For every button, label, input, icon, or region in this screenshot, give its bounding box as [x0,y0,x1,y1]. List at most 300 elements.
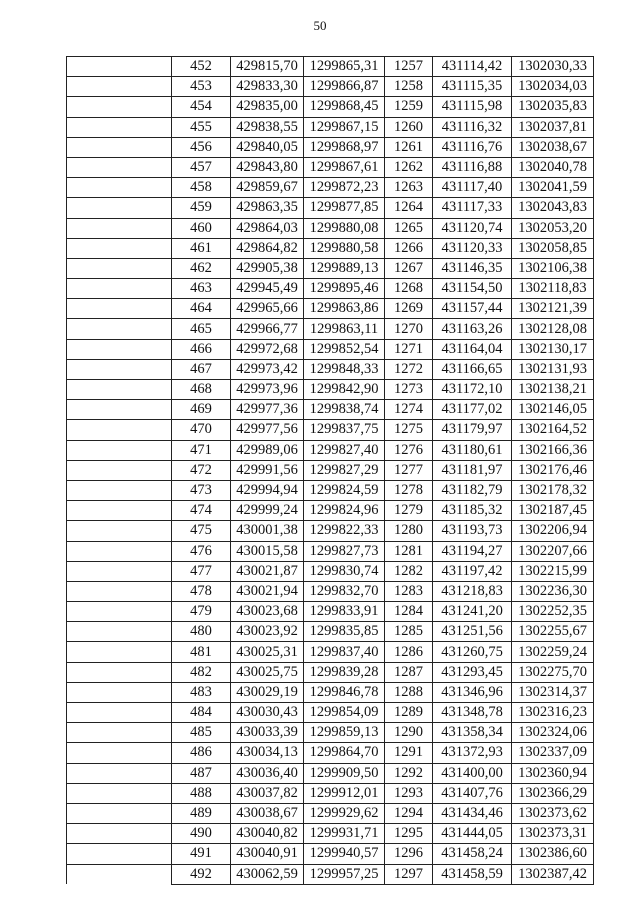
point-number-cell: 463 [172,279,231,299]
x-coordinate-cell: 429972,68 [231,339,304,359]
blank-cell [67,703,172,723]
point-number-cell: 456 [172,137,231,157]
blank-cell [67,803,172,823]
y-coordinate-cell: 1299868,45 [304,97,385,117]
x-coordinate-cell: 430021,94 [231,581,304,601]
x-coordinate-cell: 429999,24 [231,501,304,521]
y-coordinate-cell: 1299822,33 [304,521,385,541]
x-coordinate-cell: 429973,42 [231,359,304,379]
point-number-cell: 1264 [385,198,433,218]
table-row [67,380,594,400]
x-coordinate-cell: 430029,19 [231,682,304,702]
blank-cell [67,238,172,258]
point-number-cell: 1287 [385,662,433,682]
y-coordinate-cell: 1302360,94 [512,763,594,783]
y-coordinate-cell: 1299880,08 [304,218,385,238]
table-row [67,682,594,702]
x-coordinate-cell: 429945,49 [231,279,304,299]
blank-cell [67,460,172,480]
y-coordinate-cell: 1302043,83 [512,198,594,218]
blank-cell [67,57,172,77]
point-number-cell: 1271 [385,339,433,359]
blank-cell [67,440,172,460]
y-coordinate-cell: 1299863,86 [304,299,385,319]
x-coordinate-cell: 431166,65 [433,359,512,379]
x-coordinate-cell: 431407,76 [433,783,512,803]
point-number-cell: 454 [172,97,231,117]
y-coordinate-cell: 1299864,70 [304,743,385,763]
y-coordinate-cell: 1302166,36 [512,440,594,460]
y-coordinate-cell: 1299866,87 [304,77,385,97]
table-row [67,864,594,884]
x-coordinate-cell: 431120,74 [433,218,512,238]
y-coordinate-cell: 1302106,38 [512,258,594,278]
x-coordinate-cell: 431346,96 [433,682,512,702]
x-coordinate-cell: 429973,96 [231,380,304,400]
page-number: 50 [313,18,327,33]
y-coordinate-cell: 1302041,59 [512,178,594,198]
point-number-cell: 1290 [385,723,433,743]
y-coordinate-cell: 1302207,66 [512,541,594,561]
point-number-cell: 479 [172,602,231,622]
x-coordinate-cell: 431116,88 [433,157,512,177]
point-number-cell: 455 [172,117,231,137]
blank-cell [67,400,172,420]
x-coordinate-cell: 431194,27 [433,541,512,561]
point-number-cell: 1276 [385,440,433,460]
x-coordinate-cell: 431197,42 [433,561,512,581]
y-coordinate-cell: 1299909,50 [304,763,385,783]
point-number-cell: 1296 [385,844,433,864]
y-coordinate-cell: 1302366,29 [512,783,594,803]
point-number-cell: 1261 [385,137,433,157]
y-coordinate-cell: 1302187,45 [512,501,594,521]
y-coordinate-cell: 1302030,33 [512,57,594,77]
x-coordinate-cell: 431434,46 [433,803,512,823]
point-number-cell: 472 [172,460,231,480]
coordinates-table [66,56,594,885]
y-coordinate-cell: 1302259,24 [512,642,594,662]
x-coordinate-cell: 430038,67 [231,803,304,823]
y-coordinate-cell: 1302058,85 [512,238,594,258]
x-coordinate-cell: 429977,56 [231,420,304,440]
x-coordinate-cell: 431444,05 [433,824,512,844]
x-coordinate-cell: 431117,33 [433,198,512,218]
point-number-cell: 1273 [385,380,433,400]
y-coordinate-cell: 1299827,29 [304,460,385,480]
x-coordinate-cell: 431218,83 [433,581,512,601]
table-row [67,178,594,198]
point-number-cell: 489 [172,803,231,823]
y-coordinate-cell: 1299929,62 [304,803,385,823]
blank-cell [67,622,172,642]
blank-cell [67,501,172,521]
blank-cell [67,77,172,97]
point-number-cell: 1297 [385,864,433,884]
point-number-cell: 484 [172,703,231,723]
blank-cell [67,137,172,157]
point-number-cell: 1277 [385,460,433,480]
y-coordinate-cell: 1302037,81 [512,117,594,137]
y-coordinate-cell: 1299824,59 [304,480,385,500]
x-coordinate-cell: 431146,35 [433,258,512,278]
blank-cell [67,682,172,702]
y-coordinate-cell: 1299940,57 [304,844,385,864]
blank-cell [67,723,172,743]
table-row [67,662,594,682]
x-coordinate-cell: 429994,94 [231,480,304,500]
point-number-cell: 1281 [385,541,433,561]
x-coordinate-cell: 429864,82 [231,238,304,258]
x-coordinate-cell: 431193,73 [433,521,512,541]
table-row [67,561,594,581]
blank-cell [67,279,172,299]
table-row [67,541,594,561]
point-number-cell: 453 [172,77,231,97]
point-number-cell: 458 [172,178,231,198]
point-number-cell: 1275 [385,420,433,440]
point-number-cell: 1269 [385,299,433,319]
point-number-cell: 1278 [385,480,433,500]
point-number-cell: 460 [172,218,231,238]
point-number-cell: 1260 [385,117,433,137]
x-coordinate-cell: 431358,34 [433,723,512,743]
point-number-cell: 465 [172,319,231,339]
blank-cell [67,743,172,763]
point-number-cell: 483 [172,682,231,702]
blank-cell [67,157,172,177]
point-number-cell: 1257 [385,57,433,77]
point-number-cell: 488 [172,783,231,803]
y-coordinate-cell: 1302118,83 [512,279,594,299]
x-coordinate-cell: 431115,98 [433,97,512,117]
y-coordinate-cell: 1302131,93 [512,359,594,379]
x-coordinate-cell: 429991,56 [231,460,304,480]
blank-cell [67,662,172,682]
blank-cell [67,602,172,622]
y-coordinate-cell: 1302252,35 [512,602,594,622]
y-coordinate-cell: 1299895,46 [304,279,385,299]
table-row [67,339,594,359]
y-coordinate-cell: 1299867,15 [304,117,385,137]
table-row [67,521,594,541]
table-row [67,97,594,117]
y-coordinate-cell: 1302176,46 [512,460,594,480]
x-coordinate-cell: 431458,24 [433,844,512,864]
y-coordinate-cell: 1302373,62 [512,803,594,823]
table-row [67,258,594,278]
x-coordinate-cell: 430040,91 [231,844,304,864]
x-coordinate-cell: 431348,78 [433,703,512,723]
table-row [67,803,594,823]
point-number-cell: 1291 [385,743,433,763]
x-coordinate-cell: 431182,79 [433,480,512,500]
point-number-cell: 490 [172,824,231,844]
y-coordinate-cell: 1302206,94 [512,521,594,541]
blank-cell [67,581,172,601]
x-coordinate-cell: 430037,82 [231,783,304,803]
point-number-cell: 1284 [385,602,433,622]
blank-cell [67,319,172,339]
point-number-cell: 1270 [385,319,433,339]
y-coordinate-cell: 1299931,71 [304,824,385,844]
point-number-cell: 1289 [385,703,433,723]
x-coordinate-cell: 429966,77 [231,319,304,339]
x-coordinate-cell: 430001,38 [231,521,304,541]
point-number-cell: 485 [172,723,231,743]
y-coordinate-cell: 1302373,31 [512,824,594,844]
blank-cell [67,541,172,561]
point-number-cell: 1286 [385,642,433,662]
point-number-cell: 480 [172,622,231,642]
x-coordinate-cell: 429840,05 [231,137,304,157]
x-coordinate-cell: 431163,26 [433,319,512,339]
x-coordinate-cell: 431458,59 [433,864,512,884]
table-row [67,460,594,480]
y-coordinate-cell: 1299837,75 [304,420,385,440]
table-row [67,783,594,803]
point-number-cell: 471 [172,440,231,460]
x-coordinate-cell: 431117,40 [433,178,512,198]
x-coordinate-cell: 431116,76 [433,137,512,157]
y-coordinate-cell: 1302387,42 [512,864,594,884]
x-coordinate-cell: 431157,44 [433,299,512,319]
point-number-cell: 459 [172,198,231,218]
point-number-cell: 1282 [385,561,433,581]
blank-cell [67,97,172,117]
point-number-cell: 476 [172,541,231,561]
point-number-cell: 1283 [385,581,433,601]
y-coordinate-cell: 1302034,03 [512,77,594,97]
y-coordinate-cell: 1302130,17 [512,339,594,359]
point-number-cell: 473 [172,480,231,500]
y-coordinate-cell: 1302324,06 [512,723,594,743]
y-coordinate-cell: 1302038,67 [512,137,594,157]
y-coordinate-cell: 1302138,21 [512,380,594,400]
y-coordinate-cell: 1302215,99 [512,561,594,581]
x-coordinate-cell: 429864,03 [231,218,304,238]
y-coordinate-cell: 1299848,33 [304,359,385,379]
point-number-cell: 1263 [385,178,433,198]
y-coordinate-cell: 1299852,54 [304,339,385,359]
table-row [67,157,594,177]
y-coordinate-cell: 1299833,91 [304,602,385,622]
blank-cell [67,380,172,400]
point-number-cell: 1267 [385,258,433,278]
point-number-cell: 478 [172,581,231,601]
y-coordinate-cell: 1302128,08 [512,319,594,339]
table-row [67,319,594,339]
y-coordinate-cell: 1299839,28 [304,662,385,682]
y-coordinate-cell: 1302053,20 [512,218,594,238]
blank-cell [67,642,172,662]
table-row [67,299,594,319]
point-number-cell: 482 [172,662,231,682]
table-row [67,501,594,521]
point-number-cell: 1274 [385,400,433,420]
x-coordinate-cell: 429977,36 [231,400,304,420]
table-row [67,703,594,723]
x-coordinate-cell: 430025,31 [231,642,304,662]
y-coordinate-cell: 1299838,74 [304,400,385,420]
x-coordinate-cell: 431400,00 [433,763,512,783]
blank-cell [67,763,172,783]
table-row [67,824,594,844]
x-coordinate-cell: 430033,39 [231,723,304,743]
y-coordinate-cell: 1299842,90 [304,380,385,400]
point-number-cell: 486 [172,743,231,763]
point-number-cell: 1268 [385,279,433,299]
y-coordinate-cell: 1302178,32 [512,480,594,500]
blank-cell [67,299,172,319]
y-coordinate-cell: 1302255,67 [512,622,594,642]
point-number-cell: 461 [172,238,231,258]
y-coordinate-cell: 1302314,37 [512,682,594,702]
y-coordinate-cell: 1299859,13 [304,723,385,743]
table-row [67,602,594,622]
point-number-cell: 467 [172,359,231,379]
point-number-cell: 1266 [385,238,433,258]
point-number-cell: 1295 [385,824,433,844]
y-coordinate-cell: 1299827,40 [304,440,385,460]
x-coordinate-cell: 429989,06 [231,440,304,460]
point-number-cell: 492 [172,864,231,884]
table-row [67,622,594,642]
point-number-cell: 1265 [385,218,433,238]
blank-cell [67,117,172,137]
point-number-cell: 1272 [385,359,433,379]
x-coordinate-cell: 431185,32 [433,501,512,521]
point-number-cell: 1292 [385,763,433,783]
blank-cell [67,521,172,541]
y-coordinate-cell: 1299877,85 [304,198,385,218]
y-coordinate-cell: 1299889,13 [304,258,385,278]
x-coordinate-cell: 431251,56 [433,622,512,642]
y-coordinate-cell: 1299827,73 [304,541,385,561]
point-number-cell: 1293 [385,783,433,803]
table-row [67,581,594,601]
blank-cell [67,864,172,884]
table-row [67,117,594,137]
point-number-cell: 1279 [385,501,433,521]
x-coordinate-cell: 431114,42 [433,57,512,77]
table-row [67,359,594,379]
x-coordinate-cell: 430021,87 [231,561,304,581]
table-row [67,400,594,420]
x-coordinate-cell: 431120,33 [433,238,512,258]
table-row [67,198,594,218]
blank-cell [67,783,172,803]
x-coordinate-cell: 429815,70 [231,57,304,77]
table-row [67,77,594,97]
x-coordinate-cell: 429835,00 [231,97,304,117]
point-number-cell: 481 [172,642,231,662]
x-coordinate-cell: 429905,38 [231,258,304,278]
x-coordinate-cell: 430025,75 [231,662,304,682]
table-row [67,238,594,258]
blank-cell [67,218,172,238]
y-coordinate-cell: 1299872,23 [304,178,385,198]
y-coordinate-cell: 1302164,52 [512,420,594,440]
table-row [67,642,594,662]
table-row [67,420,594,440]
table-row [67,480,594,500]
x-coordinate-cell: 430040,82 [231,824,304,844]
point-number-cell: 1288 [385,682,433,702]
point-number-cell: 1259 [385,97,433,117]
y-coordinate-cell: 1299830,74 [304,561,385,581]
x-coordinate-cell: 431293,45 [433,662,512,682]
point-number-cell: 469 [172,400,231,420]
table-row [67,57,594,77]
x-coordinate-cell: 430062,59 [231,864,304,884]
x-coordinate-cell: 431241,20 [433,602,512,622]
y-coordinate-cell: 1302275,70 [512,662,594,682]
blank-cell [67,339,172,359]
table-row [67,440,594,460]
y-coordinate-cell: 1299863,11 [304,319,385,339]
table-row [67,137,594,157]
y-coordinate-cell: 1299867,61 [304,157,385,177]
y-coordinate-cell: 1302121,39 [512,299,594,319]
table-row [67,763,594,783]
y-coordinate-cell: 1302337,09 [512,743,594,763]
x-coordinate-cell: 430030,43 [231,703,304,723]
table-row [67,218,594,238]
y-coordinate-cell: 1299846,78 [304,682,385,702]
point-number-cell: 474 [172,501,231,521]
blank-cell [67,420,172,440]
point-number-cell: 477 [172,561,231,581]
x-coordinate-cell: 430036,40 [231,763,304,783]
point-number-cell: 1285 [385,622,433,642]
x-coordinate-cell: 430023,92 [231,622,304,642]
blank-cell [67,561,172,581]
x-coordinate-cell: 430034,13 [231,743,304,763]
y-coordinate-cell: 1299837,40 [304,642,385,662]
table-row [67,844,594,864]
y-coordinate-cell: 1299880,58 [304,238,385,258]
x-coordinate-cell: 431116,32 [433,117,512,137]
x-coordinate-cell: 431181,97 [433,460,512,480]
x-coordinate-cell: 429843,80 [231,157,304,177]
point-number-cell: 491 [172,844,231,864]
x-coordinate-cell: 431260,75 [433,642,512,662]
x-coordinate-cell: 431180,61 [433,440,512,460]
point-number-cell: 464 [172,299,231,319]
x-coordinate-cell: 430015,58 [231,541,304,561]
table-row [67,279,594,299]
table-row [67,723,594,743]
y-coordinate-cell: 1302040,78 [512,157,594,177]
y-coordinate-cell: 1302035,83 [512,97,594,117]
point-number-cell: 1258 [385,77,433,97]
blank-cell [67,178,172,198]
point-number-cell: 470 [172,420,231,440]
x-coordinate-cell: 429859,67 [231,178,304,198]
y-coordinate-cell: 1299868,97 [304,137,385,157]
y-coordinate-cell: 1302146,05 [512,400,594,420]
y-coordinate-cell: 1299832,70 [304,581,385,601]
blank-cell [67,258,172,278]
x-coordinate-cell: 429863,35 [231,198,304,218]
blank-cell [67,198,172,218]
x-coordinate-cell: 429838,55 [231,117,304,137]
y-coordinate-cell: 1299865,31 [304,57,385,77]
coordinates-table-body [67,57,594,885]
point-number-cell: 457 [172,157,231,177]
point-number-cell: 468 [172,380,231,400]
